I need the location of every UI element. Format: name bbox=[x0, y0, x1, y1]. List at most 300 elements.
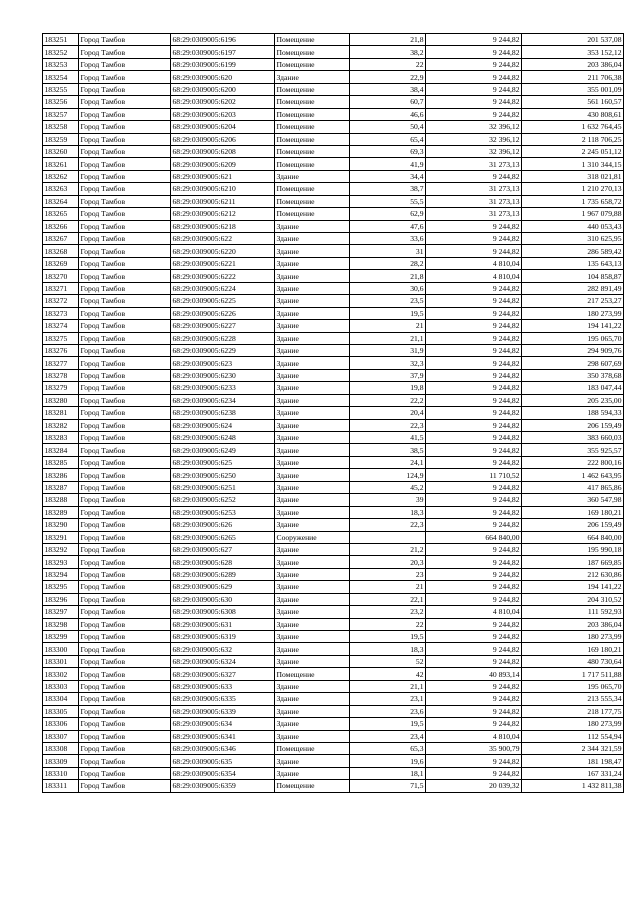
row-number-cell: 183287 bbox=[43, 481, 79, 493]
object-type-cell: Здание bbox=[275, 593, 350, 605]
unit-value-cell: 9 244,82 bbox=[426, 295, 522, 307]
table-row bbox=[43, 407, 624, 419]
object-type-cell: Здание bbox=[275, 581, 350, 593]
object-type-cell: Здание bbox=[275, 556, 350, 568]
area-cell: 23 bbox=[350, 568, 426, 580]
object-type-cell: Здание bbox=[275, 257, 350, 269]
area-cell: 21,1 bbox=[350, 332, 426, 344]
municipality-cell: Город Тамбов bbox=[79, 270, 171, 282]
municipality-cell: Город Тамбов bbox=[79, 506, 171, 518]
municipality-cell: Город Тамбов bbox=[79, 643, 171, 655]
municipality-cell: Город Тамбов bbox=[79, 369, 171, 381]
cadastral-number-cell: 68:29:0309005:623 bbox=[171, 357, 275, 369]
cadastral-value-cell: 187 669,85 bbox=[522, 556, 624, 568]
municipality-cell: Город Тамбов bbox=[79, 444, 171, 456]
area-cell: 21,8 bbox=[350, 270, 426, 282]
unit-value-cell: 9 244,82 bbox=[426, 307, 522, 319]
cadastral-value-cell: 355 925,57 bbox=[522, 444, 624, 456]
object-type-cell: Здание bbox=[275, 730, 350, 742]
cadastral-number-cell: 68:29:0309005:6197 bbox=[171, 46, 275, 58]
row-number-cell: 183289 bbox=[43, 506, 79, 518]
cadastral-number-cell: 68:29:0309005:6354 bbox=[171, 767, 275, 779]
table-row bbox=[43, 282, 624, 294]
unit-value-cell: 9 244,82 bbox=[426, 394, 522, 406]
table-row bbox=[43, 456, 624, 468]
unit-value-cell: 4 810,04 bbox=[426, 270, 522, 282]
cadastral-number-cell: 68:29:0309005:6226 bbox=[171, 307, 275, 319]
unit-value-cell: 9 244,82 bbox=[426, 718, 522, 730]
unit-value-cell: 32 396,12 bbox=[426, 133, 522, 145]
object-type-cell: Здание bbox=[275, 407, 350, 419]
row-number-cell: 183303 bbox=[43, 680, 79, 692]
object-type-cell: Здание bbox=[275, 357, 350, 369]
object-type-cell: Сооружение bbox=[275, 531, 350, 543]
municipality-cell: Город Тамбов bbox=[79, 456, 171, 468]
unit-value-cell: 9 244,82 bbox=[426, 543, 522, 555]
municipality-cell: Город Тамбов bbox=[79, 655, 171, 667]
table-row bbox=[43, 220, 624, 232]
area-cell: 41,9 bbox=[350, 158, 426, 170]
object-type-cell: Помещение bbox=[275, 96, 350, 108]
unit-value-cell: 35 900,79 bbox=[426, 742, 522, 754]
municipality-cell: Город Тамбов bbox=[79, 419, 171, 431]
row-number-cell: 183256 bbox=[43, 96, 79, 108]
table-row bbox=[43, 195, 624, 207]
unit-value-cell: 9 244,82 bbox=[426, 655, 522, 667]
table-row bbox=[43, 705, 624, 717]
unit-value-cell: 9 244,82 bbox=[426, 506, 522, 518]
area-cell: 22,2 bbox=[350, 394, 426, 406]
cadastral-value-cell: 183 047,44 bbox=[522, 382, 624, 394]
municipality-cell: Город Тамбов bbox=[79, 332, 171, 344]
object-type-cell: Здание bbox=[275, 718, 350, 730]
row-number-cell: 183281 bbox=[43, 407, 79, 419]
area-cell: 22,1 bbox=[350, 593, 426, 605]
table-row bbox=[43, 46, 624, 58]
row-number-cell: 183306 bbox=[43, 718, 79, 730]
unit-value-cell: 9 244,82 bbox=[426, 593, 522, 605]
cadastral-value-cell: 104 858,87 bbox=[522, 270, 624, 282]
object-type-cell: Помещение bbox=[275, 133, 350, 145]
municipality-cell: Город Тамбов bbox=[79, 556, 171, 568]
unit-value-cell: 9 244,82 bbox=[426, 432, 522, 444]
area-cell bbox=[350, 531, 426, 543]
object-type-cell: Здание bbox=[275, 767, 350, 779]
cadastral-value-cell: 353 152,12 bbox=[522, 46, 624, 58]
object-type-cell: Здание bbox=[275, 519, 350, 531]
row-number-cell: 183298 bbox=[43, 618, 79, 630]
cadastral-number-cell: 68:29:0309005:6208 bbox=[171, 145, 275, 157]
table-row bbox=[43, 394, 624, 406]
unit-value-cell: 9 244,82 bbox=[426, 581, 522, 593]
unit-value-cell: 9 244,82 bbox=[426, 556, 522, 568]
cadastral-number-cell: 68:29:0309005:6209 bbox=[171, 158, 275, 170]
municipality-cell: Город Тамбов bbox=[79, 108, 171, 120]
object-type-cell: Здание bbox=[275, 307, 350, 319]
area-cell: 21,2 bbox=[350, 543, 426, 555]
unit-value-cell: 4 810,04 bbox=[426, 730, 522, 742]
unit-value-cell: 9 244,82 bbox=[426, 643, 522, 655]
cadastral-value-cell: 355 001,09 bbox=[522, 83, 624, 95]
municipality-cell: Город Тамбов bbox=[79, 145, 171, 157]
object-type-cell: Здание bbox=[275, 394, 350, 406]
municipality-cell: Город Тамбов bbox=[79, 220, 171, 232]
table-row bbox=[43, 631, 624, 643]
object-type-cell: Здание bbox=[275, 282, 350, 294]
cadastral-value-cell: 111 592,93 bbox=[522, 606, 624, 618]
cadastral-number-cell: 68:29:0309005:6327 bbox=[171, 668, 275, 680]
row-number-cell: 183263 bbox=[43, 183, 79, 195]
row-number-cell: 183258 bbox=[43, 121, 79, 133]
cadastral-value-cell: 298 607,69 bbox=[522, 357, 624, 369]
unit-value-cell: 9 244,82 bbox=[426, 233, 522, 245]
municipality-cell: Город Тамбов bbox=[79, 593, 171, 605]
table-row bbox=[43, 469, 624, 481]
cadastral-value-cell: 2 245 051,12 bbox=[522, 145, 624, 157]
row-number-cell: 183267 bbox=[43, 233, 79, 245]
area-cell: 18,1 bbox=[350, 767, 426, 779]
table-row bbox=[43, 96, 624, 108]
municipality-cell: Город Тамбов bbox=[79, 357, 171, 369]
cadastral-number-cell: 68:29:0309005:626 bbox=[171, 519, 275, 531]
table-row bbox=[43, 83, 624, 95]
row-number-cell: 183268 bbox=[43, 245, 79, 257]
object-type-cell: Здание bbox=[275, 444, 350, 456]
cadastral-number-cell: 68:29:0309005:6206 bbox=[171, 133, 275, 145]
row-number-cell: 183252 bbox=[43, 46, 79, 58]
area-cell: 65,4 bbox=[350, 133, 426, 145]
row-number-cell: 183291 bbox=[43, 531, 79, 543]
unit-value-cell: 9 244,82 bbox=[426, 357, 522, 369]
municipality-cell: Город Тамбов bbox=[79, 581, 171, 593]
cadastral-number-cell: 68:29:0309005:6199 bbox=[171, 58, 275, 70]
municipality-cell: Город Тамбов bbox=[79, 543, 171, 555]
table-row bbox=[43, 34, 624, 46]
row-number-cell: 183307 bbox=[43, 730, 79, 742]
table-row bbox=[43, 295, 624, 307]
unit-value-cell: 9 244,82 bbox=[426, 631, 522, 643]
row-number-cell: 183274 bbox=[43, 320, 79, 332]
table-row bbox=[43, 755, 624, 767]
area-cell: 21 bbox=[350, 320, 426, 332]
area-cell: 42 bbox=[350, 668, 426, 680]
row-number-cell: 183254 bbox=[43, 71, 79, 83]
cadastral-value-cell: 180 273,99 bbox=[522, 718, 624, 730]
cadastral-value-cell: 195 990,18 bbox=[522, 543, 624, 555]
unit-value-cell: 9 244,82 bbox=[426, 693, 522, 705]
object-type-cell: Здание bbox=[275, 382, 350, 394]
cadastral-number-cell: 68:29:0309005:628 bbox=[171, 556, 275, 568]
cadastral-value-cell: 222 800,16 bbox=[522, 456, 624, 468]
object-type-cell: Здание bbox=[275, 245, 350, 257]
unit-value-cell: 11 710,52 bbox=[426, 469, 522, 481]
cadastral-value-cell: 203 386,04 bbox=[522, 58, 624, 70]
object-type-cell: Помещение bbox=[275, 83, 350, 95]
area-cell: 71,5 bbox=[350, 780, 426, 792]
area-cell: 28,2 bbox=[350, 257, 426, 269]
cadastral-number-cell: 68:29:0309005:6252 bbox=[171, 494, 275, 506]
unit-value-cell: 9 244,82 bbox=[426, 46, 522, 58]
object-type-cell: Здание bbox=[275, 643, 350, 655]
municipality-cell: Город Тамбов bbox=[79, 705, 171, 717]
row-number-cell: 183299 bbox=[43, 631, 79, 643]
row-number-cell: 183280 bbox=[43, 394, 79, 406]
object-type-cell: Здание bbox=[275, 344, 350, 356]
unit-value-cell: 9 244,82 bbox=[426, 58, 522, 70]
table-row bbox=[43, 780, 624, 792]
unit-value-cell: 9 244,82 bbox=[426, 705, 522, 717]
object-type-cell: Здание bbox=[275, 332, 350, 344]
unit-value-cell: 9 244,82 bbox=[426, 419, 522, 431]
cadastral-value-cell: 1 432 811,38 bbox=[522, 780, 624, 792]
municipality-cell: Город Тамбов bbox=[79, 730, 171, 742]
cadastral-value-cell: 135 643,13 bbox=[522, 257, 624, 269]
cadastral-number-cell: 68:29:0309005:6203 bbox=[171, 108, 275, 120]
unit-value-cell: 9 244,82 bbox=[426, 456, 522, 468]
row-number-cell: 183253 bbox=[43, 58, 79, 70]
object-type-cell: Здание bbox=[275, 71, 350, 83]
cadastral-number-cell: 68:29:0309005:6228 bbox=[171, 332, 275, 344]
area-cell: 18,3 bbox=[350, 643, 426, 655]
cadastral-value-cell: 195 065,70 bbox=[522, 332, 624, 344]
row-number-cell: 183292 bbox=[43, 543, 79, 555]
area-cell: 34,4 bbox=[350, 170, 426, 182]
object-type-cell: Здание bbox=[275, 481, 350, 493]
municipality-cell: Город Тамбов bbox=[79, 71, 171, 83]
area-cell: 31,9 bbox=[350, 344, 426, 356]
unit-value-cell: 9 244,82 bbox=[426, 369, 522, 381]
cadastral-value-cell: 180 273,99 bbox=[522, 631, 624, 643]
area-cell: 22,3 bbox=[350, 419, 426, 431]
row-number-cell: 183279 bbox=[43, 382, 79, 394]
row-number-cell: 183308 bbox=[43, 742, 79, 754]
unit-value-cell: 9 244,82 bbox=[426, 481, 522, 493]
unit-value-cell: 9 244,82 bbox=[426, 618, 522, 630]
row-number-cell: 183269 bbox=[43, 257, 79, 269]
municipality-cell: Город Тамбов bbox=[79, 568, 171, 580]
municipality-cell: Город Тамбов bbox=[79, 133, 171, 145]
row-number-cell: 183284 bbox=[43, 444, 79, 456]
row-number-cell: 183266 bbox=[43, 220, 79, 232]
municipality-cell: Город Тамбов bbox=[79, 183, 171, 195]
object-type-cell: Помещение bbox=[275, 34, 350, 46]
cadastral-number-cell: 68:29:0309005:6253 bbox=[171, 506, 275, 518]
cadastral-value-cell: 180 273,99 bbox=[522, 307, 624, 319]
municipality-cell: Город Тамбов bbox=[79, 531, 171, 543]
unit-value-cell: 9 244,82 bbox=[426, 245, 522, 257]
cadastral-number-cell: 68:29:0309005:625 bbox=[171, 456, 275, 468]
municipality-cell: Город Тамбов bbox=[79, 195, 171, 207]
municipality-cell: Город Тамбов bbox=[79, 767, 171, 779]
row-number-cell: 183295 bbox=[43, 581, 79, 593]
unit-value-cell: 31 273,13 bbox=[426, 208, 522, 220]
municipality-cell: Город Тамбов bbox=[79, 432, 171, 444]
row-number-cell: 183293 bbox=[43, 556, 79, 568]
cadastral-value-cell: 206 159,49 bbox=[522, 419, 624, 431]
municipality-cell: Город Тамбов bbox=[79, 295, 171, 307]
table-row bbox=[43, 693, 624, 705]
area-cell: 33,6 bbox=[350, 233, 426, 245]
area-cell: 38,4 bbox=[350, 83, 426, 95]
object-type-cell: Помещение bbox=[275, 742, 350, 754]
row-number-cell: 183270 bbox=[43, 270, 79, 282]
unit-value-cell: 9 244,82 bbox=[426, 96, 522, 108]
area-cell: 23,2 bbox=[350, 606, 426, 618]
table-row bbox=[43, 531, 624, 543]
table-row bbox=[43, 742, 624, 754]
cadastral-value-cell: 167 331,24 bbox=[522, 767, 624, 779]
table-row bbox=[43, 556, 624, 568]
municipality-cell: Город Тамбов bbox=[79, 394, 171, 406]
row-number-cell: 183305 bbox=[43, 705, 79, 717]
area-cell: 45,2 bbox=[350, 481, 426, 493]
area-cell: 21,8 bbox=[350, 34, 426, 46]
object-type-cell: Здание bbox=[275, 220, 350, 232]
row-number-cell: 183277 bbox=[43, 357, 79, 369]
row-number-cell: 183288 bbox=[43, 494, 79, 506]
table-row bbox=[43, 680, 624, 692]
unit-value-cell: 9 244,82 bbox=[426, 407, 522, 419]
table-row bbox=[43, 158, 624, 170]
table-row bbox=[43, 170, 624, 182]
area-cell: 20,3 bbox=[350, 556, 426, 568]
cadastral-number-cell: 68:29:0309005:621 bbox=[171, 170, 275, 182]
table-row bbox=[43, 245, 624, 257]
row-number-cell: 183290 bbox=[43, 519, 79, 531]
municipality-cell: Город Тамбов bbox=[79, 34, 171, 46]
area-cell: 38,7 bbox=[350, 183, 426, 195]
cadastral-value-cell: 1 210 270,13 bbox=[522, 183, 624, 195]
row-number-cell: 183285 bbox=[43, 456, 79, 468]
cadastral-value-cell: 205 235,00 bbox=[522, 394, 624, 406]
table-row bbox=[43, 357, 624, 369]
cadastral-number-cell: 68:29:0309005:629 bbox=[171, 581, 275, 593]
table-row bbox=[43, 320, 624, 332]
table-row bbox=[43, 494, 624, 506]
municipality-cell: Город Тамбов bbox=[79, 755, 171, 767]
object-type-cell: Здание bbox=[275, 631, 350, 643]
cadastral-value-cell: 1 310 344,15 bbox=[522, 158, 624, 170]
object-type-cell: Здание bbox=[275, 618, 350, 630]
row-number-cell: 183311 bbox=[43, 780, 79, 792]
area-cell: 21,1 bbox=[350, 680, 426, 692]
municipality-cell: Город Тамбов bbox=[79, 469, 171, 481]
cadastral-value-cell: 282 891,49 bbox=[522, 282, 624, 294]
row-number-cell: 183273 bbox=[43, 307, 79, 319]
municipality-cell: Город Тамбов bbox=[79, 618, 171, 630]
table-row bbox=[43, 568, 624, 580]
object-type-cell: Здание bbox=[275, 506, 350, 518]
municipality-cell: Город Тамбов bbox=[79, 494, 171, 506]
area-cell: 22,3 bbox=[350, 519, 426, 531]
table-row bbox=[43, 718, 624, 730]
area-cell: 69,3 bbox=[350, 145, 426, 157]
row-number-cell: 183257 bbox=[43, 108, 79, 120]
table-row bbox=[43, 444, 624, 456]
unit-value-cell: 9 244,82 bbox=[426, 83, 522, 95]
area-cell: 19,5 bbox=[350, 718, 426, 730]
cadastral-number-cell: 68:29:0309005:6204 bbox=[171, 121, 275, 133]
cadastral-value-cell: 181 198,47 bbox=[522, 755, 624, 767]
table-row bbox=[43, 382, 624, 394]
row-number-cell: 183275 bbox=[43, 332, 79, 344]
cadastral-number-cell: 68:29:0309005:6233 bbox=[171, 382, 275, 394]
object-type-cell: Помещение bbox=[275, 58, 350, 70]
area-cell: 47,6 bbox=[350, 220, 426, 232]
cadastral-value-cell: 1 462 643,95 bbox=[522, 469, 624, 481]
object-type-cell: Помещение bbox=[275, 108, 350, 120]
object-type-cell: Здание bbox=[275, 369, 350, 381]
municipality-cell: Город Тамбов bbox=[79, 58, 171, 70]
unit-value-cell: 20 039,32 bbox=[426, 780, 522, 792]
cadastral-value-cell: 217 253,27 bbox=[522, 295, 624, 307]
cadastral-number-cell: 68:29:0309005:633 bbox=[171, 680, 275, 692]
row-number-cell: 183294 bbox=[43, 568, 79, 580]
table-row bbox=[43, 233, 624, 245]
object-type-cell: Помещение bbox=[275, 195, 350, 207]
unit-value-cell: 40 893,14 bbox=[426, 668, 522, 680]
area-cell: 41,5 bbox=[350, 432, 426, 444]
area-cell: 50,4 bbox=[350, 121, 426, 133]
area-cell: 31 bbox=[350, 245, 426, 257]
object-type-cell: Помещение bbox=[275, 208, 350, 220]
table-row bbox=[43, 481, 624, 493]
row-number-cell: 183282 bbox=[43, 419, 79, 431]
cadastral-value-cell: 1 735 658,72 bbox=[522, 195, 624, 207]
area-cell: 37,9 bbox=[350, 369, 426, 381]
cadastral-number-cell: 68:29:0309005:6248 bbox=[171, 432, 275, 444]
unit-value-cell: 9 244,82 bbox=[426, 444, 522, 456]
cadastral-value-cell: 201 537,08 bbox=[522, 34, 624, 46]
cadastral-number-cell: 68:29:0309005:6234 bbox=[171, 394, 275, 406]
cadastral-number-cell: 68:29:0309005:6265 bbox=[171, 531, 275, 543]
cadastral-value-cell: 169 180,21 bbox=[522, 643, 624, 655]
object-type-cell: Здание bbox=[275, 295, 350, 307]
cadastral-value-cell: 2 118 706,25 bbox=[522, 133, 624, 145]
area-cell: 62,9 bbox=[350, 208, 426, 220]
table-row bbox=[43, 730, 624, 742]
cadastral-value-cell: 350 378,68 bbox=[522, 369, 624, 381]
row-number-cell: 183278 bbox=[43, 369, 79, 381]
object-type-cell: Здание bbox=[275, 568, 350, 580]
table-row bbox=[43, 108, 624, 120]
object-type-cell: Помещение bbox=[275, 145, 350, 157]
cadastral-number-cell: 68:29:0309005:634 bbox=[171, 718, 275, 730]
municipality-cell: Город Тамбов bbox=[79, 742, 171, 754]
object-type-cell: Здание bbox=[275, 494, 350, 506]
table-row bbox=[43, 369, 624, 381]
unit-value-cell: 9 244,82 bbox=[426, 220, 522, 232]
row-number-cell: 183300 bbox=[43, 643, 79, 655]
municipality-cell: Город Тамбов bbox=[79, 233, 171, 245]
object-type-cell: Здание bbox=[275, 320, 350, 332]
table-row bbox=[43, 432, 624, 444]
unit-value-cell: 4 810,04 bbox=[426, 257, 522, 269]
area-cell: 19,6 bbox=[350, 755, 426, 767]
area-cell: 32,3 bbox=[350, 357, 426, 369]
row-number-cell: 183251 bbox=[43, 34, 79, 46]
row-number-cell: 183296 bbox=[43, 593, 79, 605]
unit-value-cell: 9 244,82 bbox=[426, 568, 522, 580]
unit-value-cell: 31 273,13 bbox=[426, 195, 522, 207]
cadastral-number-cell: 68:29:0309005:6218 bbox=[171, 220, 275, 232]
cadastral-number-cell: 68:29:0309005:6238 bbox=[171, 407, 275, 419]
cadastral-number-cell: 68:29:0309005:6229 bbox=[171, 344, 275, 356]
table-row bbox=[43, 183, 624, 195]
table-row bbox=[43, 506, 624, 518]
cadastral-number-cell: 68:29:0309005:6251 bbox=[171, 481, 275, 493]
cadastral-number-cell: 68:29:0309005:6196 bbox=[171, 34, 275, 46]
